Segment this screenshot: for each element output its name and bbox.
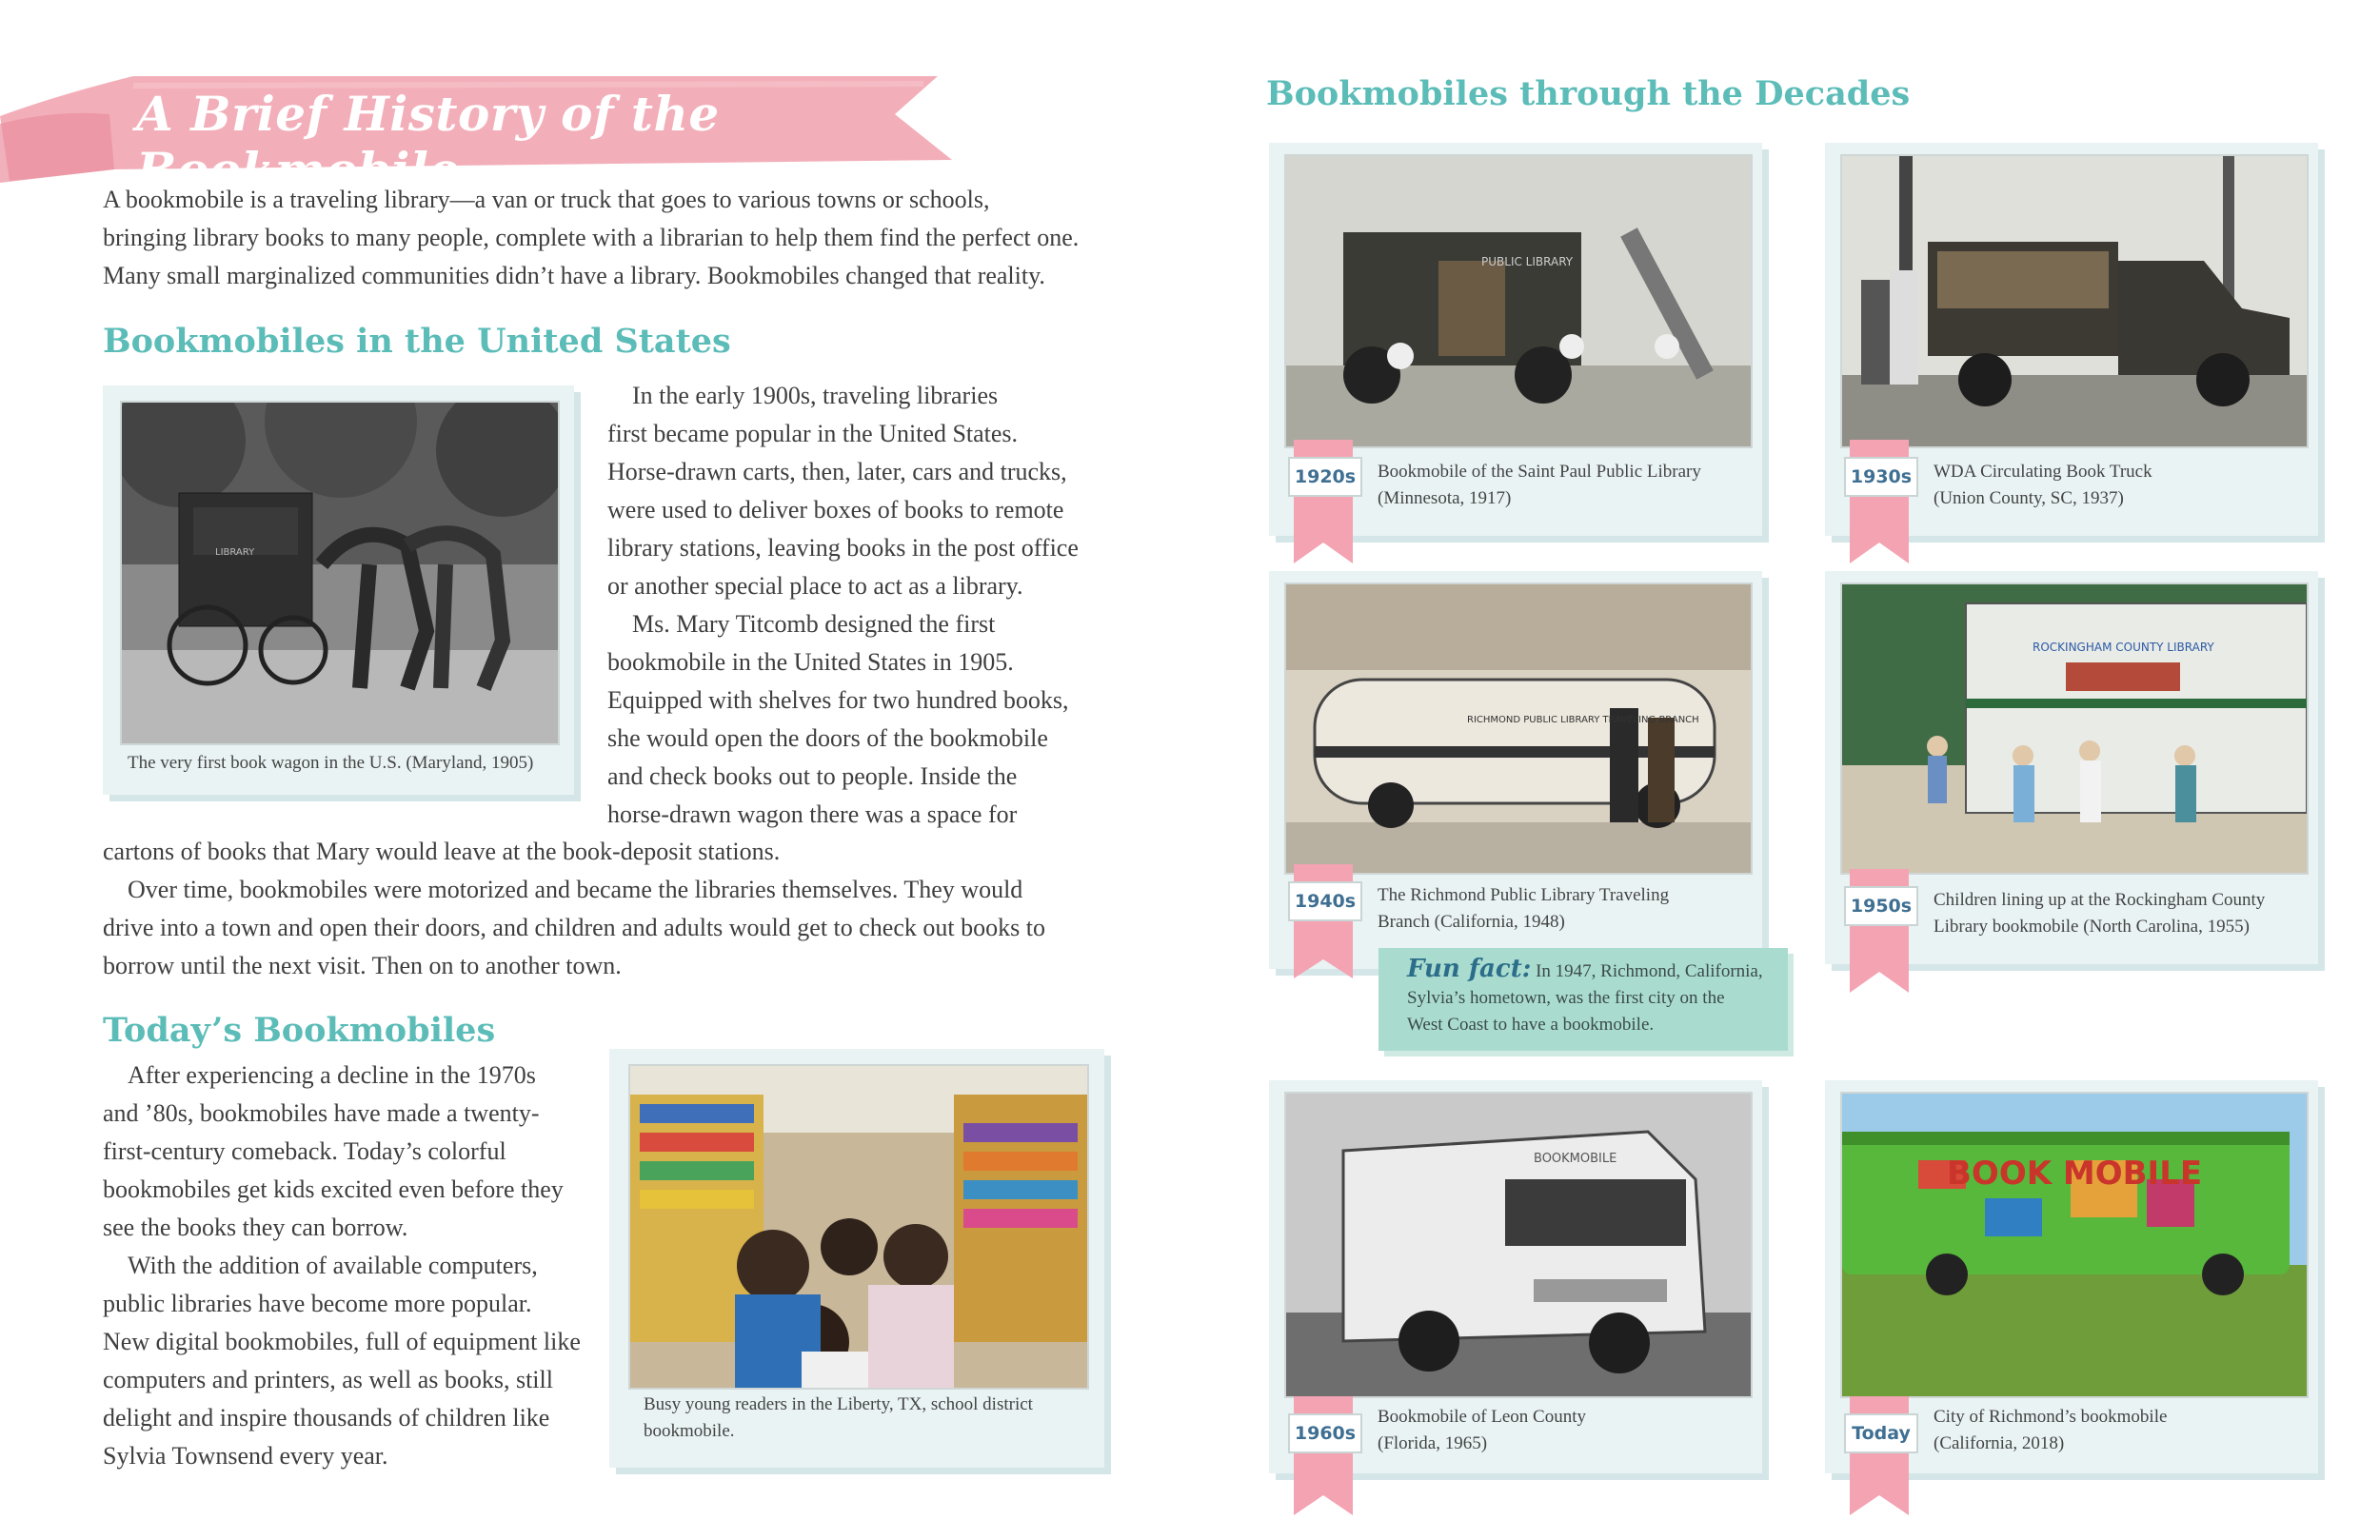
caption-1930s	[1934, 459, 2310, 512]
decade-label: 1960s	[1288, 1413, 1362, 1453]
decade-label: 1940s	[1288, 881, 1362, 921]
photo-1960s-text: BOOKMOBILE	[1534, 1152, 1617, 1166]
decade-tag-today	[1850, 1396, 1909, 1515]
decade-label: 1930s	[1844, 457, 1918, 497]
decade-card-1930s	[1825, 143, 2318, 536]
decade-card-1950s	[1825, 571, 2318, 964]
photo-1940s-text: RICHMOND PUBLIC LIBRARY TRAVELING BRANCH	[1467, 715, 1699, 725]
text-line: were used to deliver boxes of books to remote	[607, 496, 1064, 523]
text-line: Sylvia Townsend every year.	[103, 1442, 388, 1470]
decade-tag-1960s	[1294, 1396, 1357, 1515]
text-line: and check books out to people. Inside the	[607, 762, 1018, 790]
text-line: In the early 1900s, traveling libraries	[607, 382, 999, 409]
text-line: computers and printers, as well as books, still	[103, 1366, 553, 1393]
decade-label: 1920s	[1288, 457, 1362, 497]
book-wagon-photo	[120, 401, 560, 745]
photo-1960s	[1284, 1092, 1753, 1398]
caption-line: Branch (California, 1948)	[1378, 912, 1565, 932]
text-line: After experiencing a decline in the 1970s	[103, 1061, 536, 1089]
liberty-caption	[644, 1392, 1091, 1445]
caption-1950s	[1934, 887, 2310, 940]
text-line: Horse-drawn carts, then, later, cars and trucks,	[607, 458, 1067, 485]
photo-1950s-text: ROCKINGHAM COUNTY LIBRARY	[2033, 641, 2214, 654]
today-section-heading: Today’s Bookmobiles	[103, 1011, 496, 1050]
us-section-full-text	[103, 833, 1150, 985]
decade-tag-1950s	[1850, 869, 1913, 993]
text-line: borrow until the next visit. Then on to another town.	[103, 952, 622, 979]
caption-line: Bookmobile of the Saint Paul Public Library	[1378, 462, 1701, 482]
caption-line: (Minnesota, 1917)	[1378, 488, 1512, 508]
fun-fact-line: In 1947, Richmond, California,	[1536, 961, 1763, 981]
decade-tag-1940s	[1294, 864, 1357, 978]
caption-line: Bookmobile of Leon County	[1378, 1407, 1587, 1427]
text-line: first became popular in the United States.	[607, 420, 1019, 447]
text-line: horse-drawn wagon there was a space for	[607, 800, 1018, 828]
text-line: library stations, leaving books in the post office	[607, 534, 1079, 562]
text-line: delight and inspire thousands of children like	[103, 1404, 550, 1431]
caption-line: Library bookmobile (North Carolina, 1955)	[1934, 917, 2250, 937]
decade-tag-1920s	[1294, 440, 1357, 563]
caption-line: (California, 2018)	[1934, 1433, 2065, 1453]
text-line: bookmobiles get kids excited even before they	[103, 1175, 564, 1203]
fun-fact-line: West Coast to have a bookmobile.	[1407, 1015, 1655, 1035]
caption-line: Children lining up at the Rockingham County	[1934, 890, 2266, 910]
liberty-photo	[628, 1064, 1089, 1390]
fun-fact-text	[1407, 956, 1788, 1038]
caption-line: (Florida, 1965)	[1378, 1433, 1488, 1453]
caption-line: (Union County, SC, 1937)	[1934, 488, 2124, 508]
title-banner	[0, 57, 952, 198]
caption-1940s	[1378, 882, 1754, 936]
book-wagon-caption: The very first book wagon in the U.S. (Maryland, 1905)	[128, 753, 534, 773]
text-line: she would open the doors of the bookmobile	[607, 724, 1048, 752]
intro-paragraph	[103, 181, 1112, 295]
photo-1920s-text: PUBLIC LIBRARY	[1481, 255, 1574, 268]
decade-card-today	[1825, 1080, 2318, 1473]
fun-fact-title: Fun fact:	[1407, 955, 1532, 983]
caption-1960s	[1378, 1404, 1754, 1457]
decade-label: 1950s	[1844, 886, 1918, 926]
text-line: With the addition of available computers,	[103, 1252, 538, 1279]
decade-card-1920s	[1269, 143, 1762, 536]
svg-text:LIBRARY: LIBRARY	[215, 547, 255, 558]
page-title: A Brief History of the Bookmobile	[136, 86, 720, 198]
text-line: bookmobile in the United States in 1905.	[607, 648, 1014, 676]
us-section-beside-text	[607, 377, 1102, 834]
decade-card-1940s	[1269, 571, 1762, 969]
decade-label: Today	[1844, 1413, 1918, 1453]
photo-today-text: BOOK MOBILE	[1947, 1155, 2203, 1193]
text-line: New digital bookmobiles, full of equipment like	[103, 1328, 581, 1355]
fun-fact-box	[1378, 948, 1788, 1051]
caption-1920s	[1378, 459, 1754, 512]
caption-line: bookmobile.	[644, 1421, 735, 1441]
text-line: cartons of books that Mary would leave at the book-deposit stations.	[103, 838, 781, 865]
text-line: Equipped with shelves for two hundred books,	[607, 686, 1069, 714]
fun-fact-line: Sylvia’s hometown, was the first city on the	[1407, 988, 1725, 1008]
decades-heading: Bookmobiles through the Decades	[1266, 74, 1911, 113]
intro-line: bringing library books to many people, complete with a librarian to help them find the perfect one.	[103, 224, 1080, 251]
photo-1930s	[1840, 154, 2309, 448]
caption-line: The Richmond Public Library Traveling	[1378, 885, 1670, 905]
text-line: and ’80s, bookmobiles have made a twenty-	[103, 1099, 540, 1127]
caption-line: Busy young readers in the Liberty, TX, school district	[644, 1394, 1033, 1414]
intro-line: A bookmobile is a traveling library—a van or truck that goes to various towns or schools,	[103, 186, 990, 213]
liberty-card	[609, 1049, 1104, 1468]
decade-card-1960s	[1269, 1080, 1762, 1473]
caption-line: WDA Circulating Book Truck	[1934, 462, 2152, 482]
today-section-text	[103, 1056, 598, 1475]
caption-today	[1934, 1404, 2310, 1457]
text-line: drive into a town and open their doors, and children and adults would get to check out books to	[103, 914, 1045, 941]
text-line: Over time, bookmobiles were motorized and became the libraries themselves. They would	[103, 876, 1023, 903]
intro-line: Many small marginalized communities didn’t have a library. Bookmobiles changed that reality.	[103, 262, 1045, 289]
photo-1920s	[1284, 154, 1753, 448]
text-line: see the books they can borrow.	[103, 1214, 408, 1241]
photo-1940s	[1284, 582, 1753, 875]
us-section-heading: Bookmobiles in the United States	[103, 322, 731, 361]
photo-today	[1840, 1092, 2309, 1398]
photo-1950s	[1840, 582, 2309, 875]
caption-line: City of Richmond’s bookmobile	[1934, 1407, 2168, 1427]
decade-tag-1930s	[1850, 440, 1913, 563]
text-line: Ms. Mary Titcomb designed the first	[607, 610, 996, 638]
text-line: first-century comeback. Today’s colorful	[103, 1137, 506, 1165]
text-line: public libraries have become more popular.	[103, 1290, 532, 1317]
book-wagon-card	[103, 385, 574, 795]
text-line: or another special place to act as a library.	[607, 572, 1023, 600]
